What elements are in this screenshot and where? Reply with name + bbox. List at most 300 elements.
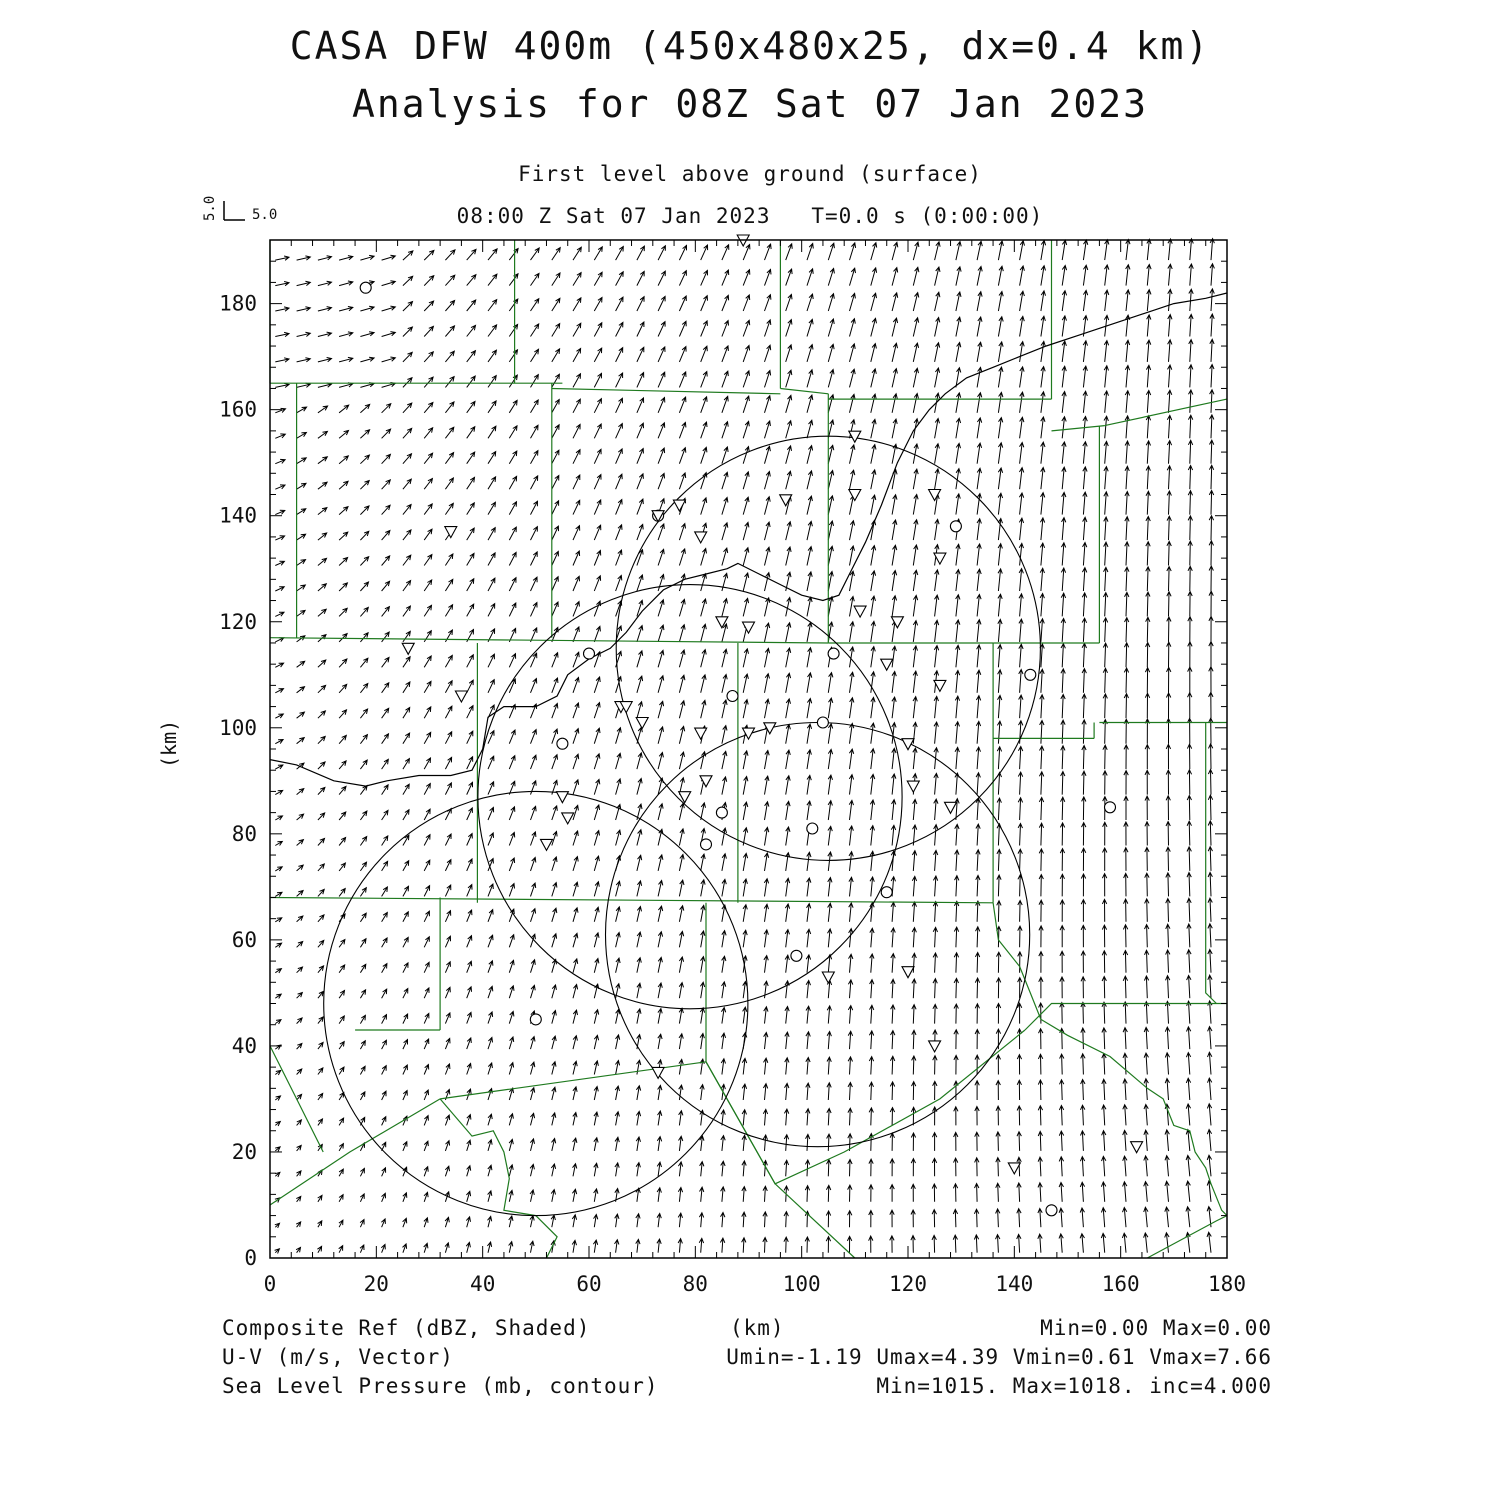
- wind-vector: [424, 784, 430, 795]
- wind-vector: [850, 622, 855, 642]
- wind-vector: [531, 883, 536, 896]
- wind-vector: [1124, 822, 1128, 846]
- wind-vector: [467, 936, 472, 948]
- wind-vector: [636, 1137, 640, 1151]
- wind-vector: [509, 858, 514, 871]
- wind-vector: [850, 672, 855, 693]
- wind-vector: [1144, 1053, 1148, 1074]
- wind-vector: [360, 964, 365, 972]
- wind-vector: [1080, 1182, 1084, 1202]
- wind-vector: [1081, 1054, 1085, 1075]
- wind-vector: [848, 1185, 852, 1202]
- wind-vector: [531, 451, 538, 464]
- wind-vector: [806, 1006, 810, 1023]
- wind-vector: [658, 701, 664, 718]
- wind-vector: [765, 751, 770, 770]
- wind-vector: [807, 852, 811, 871]
- wind-vector: [1061, 772, 1065, 795]
- wind-vector: [701, 624, 707, 642]
- wind-vector: [467, 987, 472, 998]
- wind-vector: [954, 978, 958, 998]
- wind-vector: [403, 963, 408, 973]
- wind-vector: [509, 375, 517, 387]
- wind-vector: [699, 1238, 703, 1252]
- wind-vector: [1062, 366, 1066, 387]
- wind-vector: [1147, 315, 1151, 337]
- wind-vector: [467, 1140, 471, 1151]
- wind-vector: [828, 775, 832, 795]
- wind-vector: [977, 317, 982, 337]
- wind-vector: [679, 650, 685, 667]
- wind-vector: [1059, 1234, 1063, 1253]
- wind-vector: [530, 1113, 534, 1125]
- station-circle-marker: [807, 823, 818, 834]
- wind-vector: [786, 269, 792, 286]
- wind-vector: [786, 699, 791, 718]
- wind-vector: [806, 1134, 810, 1151]
- wind-vector: [976, 798, 980, 820]
- wind-vector: [869, 1185, 873, 1202]
- wind-vector: [1102, 1156, 1106, 1176]
- wind-vector: [956, 292, 961, 311]
- wind-vector: [1123, 1002, 1127, 1024]
- wind-vector: [1146, 517, 1150, 541]
- wind-vector: [871, 369, 877, 388]
- wind-vector: [445, 987, 450, 998]
- wind-vector: [573, 1061, 577, 1074]
- wind-vector: [403, 479, 411, 489]
- wind-vector: [552, 806, 558, 820]
- wind-vector: [678, 1239, 682, 1253]
- wind-vector: [849, 800, 853, 820]
- wind-vector: [637, 347, 644, 362]
- wind-vector: [743, 447, 749, 464]
- wind-vector: [1189, 390, 1193, 413]
- wind-vector: [297, 256, 311, 260]
- wind-vector: [1187, 821, 1191, 845]
- wind-vector: [594, 959, 599, 973]
- wind-vector: [360, 1245, 364, 1253]
- wind-vector: [339, 532, 348, 540]
- wind-vector: [318, 406, 328, 413]
- wind-vector: [849, 929, 853, 948]
- wind-vector: [743, 853, 747, 871]
- wind-vector: [318, 533, 327, 540]
- wind-vector: [1145, 745, 1149, 769]
- wind-vector: [701, 905, 705, 921]
- wind-vector: [424, 631, 431, 642]
- wind-vector: [637, 830, 642, 846]
- wind-vector: [743, 879, 747, 896]
- wind-vector: [850, 293, 856, 311]
- wind-vector: [339, 332, 353, 337]
- wind-vector: [1165, 1156, 1169, 1177]
- x-tick-label: 140: [995, 1272, 1034, 1296]
- wind-vector: [382, 1193, 386, 1202]
- wind-vector: [275, 358, 289, 362]
- wind-vector: [573, 857, 578, 871]
- wind-vector: [1039, 952, 1043, 973]
- wind-vector: [657, 1239, 661, 1253]
- wind-vector: [913, 799, 917, 820]
- wind-vector: [658, 575, 664, 592]
- wind-vector: [743, 320, 750, 336]
- wind-vector: [764, 930, 768, 947]
- wind-vector: [1165, 1181, 1169, 1202]
- wind-vector: [871, 621, 876, 642]
- wind-vector: [1123, 1130, 1127, 1151]
- wind-vector: [763, 1135, 767, 1151]
- wind-vector: [467, 1115, 471, 1126]
- wind-vector: [657, 1188, 661, 1202]
- wind-vector: [849, 954, 853, 972]
- wind-vector: [679, 957, 683, 973]
- wind-vector: [1062, 291, 1066, 311]
- wind-vector: [998, 645, 1002, 668]
- vector-key-u-label: 5.0: [252, 207, 278, 223]
- wind-vector: [701, 372, 708, 388]
- wind-vector: [1188, 516, 1192, 540]
- wind-vector: [871, 445, 876, 464]
- wind-vector: [1062, 240, 1067, 260]
- wind-vector: [616, 881, 621, 896]
- wind-vector: [977, 569, 981, 591]
- wind-vector: [594, 449, 601, 463]
- wind-vector: [573, 1164, 577, 1177]
- wind-vector: [932, 1184, 936, 1202]
- station-triangle-marker: [402, 643, 414, 654]
- wind-vector: [828, 929, 832, 947]
- wind-vector: [509, 884, 514, 897]
- wind-vector: [1167, 667, 1171, 692]
- wind-vector: [445, 326, 454, 337]
- wind-vector: [552, 1139, 556, 1151]
- wind-vector: [1082, 823, 1086, 846]
- wind-vector: [424, 529, 432, 540]
- radar-range-rings: [324, 436, 1041, 1215]
- wind-vector: [743, 777, 748, 795]
- wind-vector: [275, 536, 284, 540]
- wind-vector: [870, 954, 874, 973]
- wind-vector: [1038, 1131, 1042, 1151]
- wind-vector: [572, 1215, 576, 1227]
- wind-vector: [679, 422, 686, 438]
- wind-vector: [763, 1212, 767, 1227]
- wind-vector: [1208, 950, 1212, 973]
- wind-vector: [1145, 822, 1149, 846]
- wind-vector: [403, 530, 411, 540]
- wind-vector: [679, 347, 686, 362]
- wind-vector: [488, 654, 494, 667]
- wind-vector: [996, 1055, 1000, 1075]
- county-line: [1147, 1216, 1227, 1258]
- wind-vector: [424, 1116, 428, 1126]
- wind-vector: [360, 506, 369, 515]
- wind-vector: [1187, 873, 1191, 897]
- wind-vector: [911, 1236, 915, 1253]
- wind-vector: [488, 910, 493, 922]
- wind-vector: [786, 421, 792, 439]
- wind-vector: [1125, 592, 1129, 616]
- wind-vector: [892, 697, 896, 718]
- wind-vector: [1082, 746, 1086, 770]
- wind-vector: [531, 400, 539, 413]
- wind-vector: [339, 863, 345, 871]
- wind-vector: [998, 544, 1002, 566]
- wind-vector: [850, 470, 855, 489]
- wind-vector: [573, 551, 580, 566]
- wind-vector: [403, 454, 412, 464]
- wind-vector: [1188, 592, 1192, 617]
- wind-vector: [913, 318, 918, 337]
- wind-vector: [870, 851, 874, 871]
- wind-vector: [1210, 314, 1214, 336]
- wind-vector: [616, 830, 621, 845]
- wind-vector: [679, 701, 684, 718]
- wind-vector: [892, 394, 897, 413]
- wind-vector: [594, 500, 601, 515]
- wind-vector: [594, 1215, 598, 1228]
- wind-vector: [722, 675, 727, 693]
- wind-vector: [509, 502, 516, 515]
- wind-vector: [742, 1135, 746, 1151]
- wind-vector: [786, 673, 791, 693]
- wind-vector: [807, 345, 813, 362]
- wind-vector: [1061, 543, 1065, 566]
- wind-vector: [637, 907, 642, 922]
- wind-vector: [424, 1039, 429, 1049]
- wind-vector: [1082, 593, 1086, 617]
- wind-vector: [615, 1137, 619, 1151]
- wind-vector: [636, 1086, 640, 1100]
- wind-vector: [828, 852, 832, 871]
- wind-vector: [996, 1081, 1000, 1100]
- wind-vector: [658, 372, 665, 387]
- wind-vector: [891, 825, 895, 845]
- wind-vector: [509, 578, 516, 591]
- wind-vector: [382, 306, 396, 311]
- wind-vector: [487, 1242, 491, 1253]
- wind-vector: [339, 786, 346, 794]
- wind-vector: [573, 349, 581, 362]
- wind-vector: [891, 928, 895, 947]
- wind-vector: [1210, 339, 1214, 362]
- wind-vector: [509, 730, 515, 744]
- wind-vector: [1125, 441, 1129, 464]
- x-tick-label: 20: [363, 1272, 389, 1296]
- wind-vector: [658, 804, 663, 820]
- wind-vector: [871, 647, 876, 668]
- wind-vector: [1147, 290, 1151, 311]
- county-line: [440, 1062, 706, 1099]
- wind-vector: [658, 448, 665, 464]
- wind-vector: [742, 1161, 746, 1176]
- wind-vector: [1041, 266, 1046, 286]
- wind-vector: [445, 1064, 450, 1075]
- wind-vector: [701, 346, 708, 362]
- wind-vector: [1145, 873, 1149, 896]
- wind-vector: [509, 1088, 513, 1100]
- wind-vector: [531, 909, 536, 922]
- wind-vector: [424, 276, 434, 286]
- wind-vector: [1017, 1080, 1021, 1100]
- wind-vector: [1020, 392, 1024, 413]
- wind-vector: [955, 671, 959, 693]
- wind-vector: [1188, 541, 1192, 565]
- wind-vector: [1082, 771, 1086, 794]
- wind-vector: [1165, 1130, 1169, 1151]
- wind-vector: [1105, 265, 1109, 286]
- station-triangle-marker: [780, 495, 792, 506]
- wind-vector: [701, 397, 707, 413]
- wind-vector: [637, 297, 644, 311]
- radar-range-ring: [478, 585, 902, 1009]
- wind-vector: [1040, 568, 1044, 591]
- wind-vector: [552, 985, 557, 998]
- wind-vector: [594, 399, 601, 413]
- wind-vector: [1020, 443, 1024, 464]
- wind-vector: [360, 404, 369, 412]
- wind-vector: [1103, 668, 1107, 693]
- wind-vector: [275, 612, 284, 616]
- wind-vector: [297, 332, 311, 336]
- wind-vector: [594, 348, 601, 362]
- wind-vector: [1101, 1208, 1105, 1228]
- wind-vector: [382, 657, 389, 667]
- wind-vector: [1187, 898, 1191, 922]
- wind-vector: [850, 344, 856, 362]
- wind-vector: [382, 734, 389, 744]
- wind-vector: [933, 927, 937, 947]
- wind-vector: [509, 274, 518, 286]
- wind-vector: [1061, 720, 1065, 744]
- wind-vector: [1018, 1003, 1022, 1023]
- wind-vector: [403, 327, 413, 337]
- wind-vector: [786, 370, 792, 387]
- wind-vector: [594, 298, 602, 312]
- wind-vector: [765, 699, 770, 718]
- wind-vector: [317, 1246, 321, 1252]
- wind-vector: [318, 256, 332, 260]
- wind-vector: [785, 1083, 789, 1100]
- wind-vector: [976, 773, 980, 795]
- wind-vector: [318, 864, 324, 871]
- wind-vector: [637, 958, 641, 973]
- wind-vector: [1019, 594, 1023, 617]
- wind-vector: [360, 837, 366, 846]
- wind-vector: [828, 294, 834, 311]
- wind-vector: [424, 1013, 429, 1023]
- wind-vector: [636, 1163, 640, 1177]
- wind-vector: [594, 856, 599, 871]
- wind-vector: [1017, 1132, 1021, 1151]
- wind-vector: [1209, 541, 1213, 566]
- wind-vector: [1059, 1183, 1063, 1202]
- wind-vector: [827, 1160, 831, 1177]
- wind-vector: [552, 273, 560, 286]
- wind-vector: [616, 933, 621, 948]
- wind-vector: [890, 1210, 894, 1227]
- wind-vector: [573, 323, 581, 336]
- wind-vector: [467, 731, 473, 744]
- wind-vector: [658, 600, 664, 617]
- wind-vector: [1208, 1001, 1212, 1024]
- wind-vector: [807, 775, 811, 794]
- wind-vector: [488, 1089, 492, 1100]
- wind-vector: [1038, 1234, 1042, 1253]
- wind-vector: [1209, 667, 1213, 693]
- wind-vector: [932, 1210, 936, 1228]
- wind-vector: [679, 803, 684, 820]
- wind-vector: [403, 759, 410, 770]
- wind-vector: [679, 448, 685, 464]
- wind-vector: [552, 1113, 556, 1126]
- wind-vector: [616, 958, 621, 973]
- wind-vector: [1104, 391, 1108, 413]
- wind-vector: [467, 604, 474, 616]
- wind-vector: [403, 1218, 407, 1227]
- wind-vector: [700, 1034, 704, 1050]
- wind-vector: [998, 695, 1002, 718]
- wind-vector: [1208, 975, 1212, 998]
- wind-vector: [786, 345, 792, 362]
- wind-vector: [297, 891, 304, 897]
- wind-vector: [1041, 468, 1045, 490]
- wind-vector: [1104, 441, 1108, 463]
- wind-vector: [743, 421, 749, 438]
- wind-vector: [933, 876, 937, 896]
- wind-vector: [998, 317, 1003, 337]
- wind-vector: [360, 786, 367, 795]
- wind-vector: [891, 1005, 895, 1024]
- wind-vector: [531, 806, 537, 820]
- wind-vector: [786, 471, 792, 489]
- wind-vector: [594, 1138, 598, 1151]
- wind-vector: [871, 394, 876, 413]
- wind-vector: [828, 521, 833, 540]
- wind-vector: [892, 646, 896, 667]
- wind-vector: [763, 1186, 767, 1202]
- wind-vector: [786, 244, 793, 260]
- wind-vector: [976, 721, 980, 743]
- wind-vector: [1081, 925, 1085, 947]
- wind-vector: [318, 1195, 322, 1201]
- wind-vector: [1123, 1028, 1127, 1050]
- wind-vector: [1041, 341, 1045, 362]
- wind-vector: [1040, 669, 1044, 693]
- wind-vector: [403, 937, 408, 947]
- wind-vector: [1060, 874, 1064, 896]
- wind-vector: [275, 408, 285, 412]
- wind-vector: [467, 1064, 472, 1075]
- wind-vector: [445, 1243, 449, 1253]
- county-boundaries: [270, 240, 1227, 1258]
- wind-vector: [445, 630, 452, 642]
- wind-vector: [722, 472, 728, 489]
- wind-vector: [509, 1165, 513, 1176]
- wind-vector: [1060, 951, 1064, 972]
- wind-vector: [1104, 567, 1108, 591]
- wind-vector: [424, 301, 433, 311]
- wind-vector: [297, 993, 303, 999]
- wind-vector: [955, 876, 959, 897]
- wind-vector: [850, 369, 856, 387]
- wind-vector: [275, 994, 281, 998]
- wind-vector: [275, 765, 283, 769]
- wind-vector: [807, 878, 811, 896]
- wind-vector: [849, 877, 853, 896]
- wind-vector: [913, 267, 919, 285]
